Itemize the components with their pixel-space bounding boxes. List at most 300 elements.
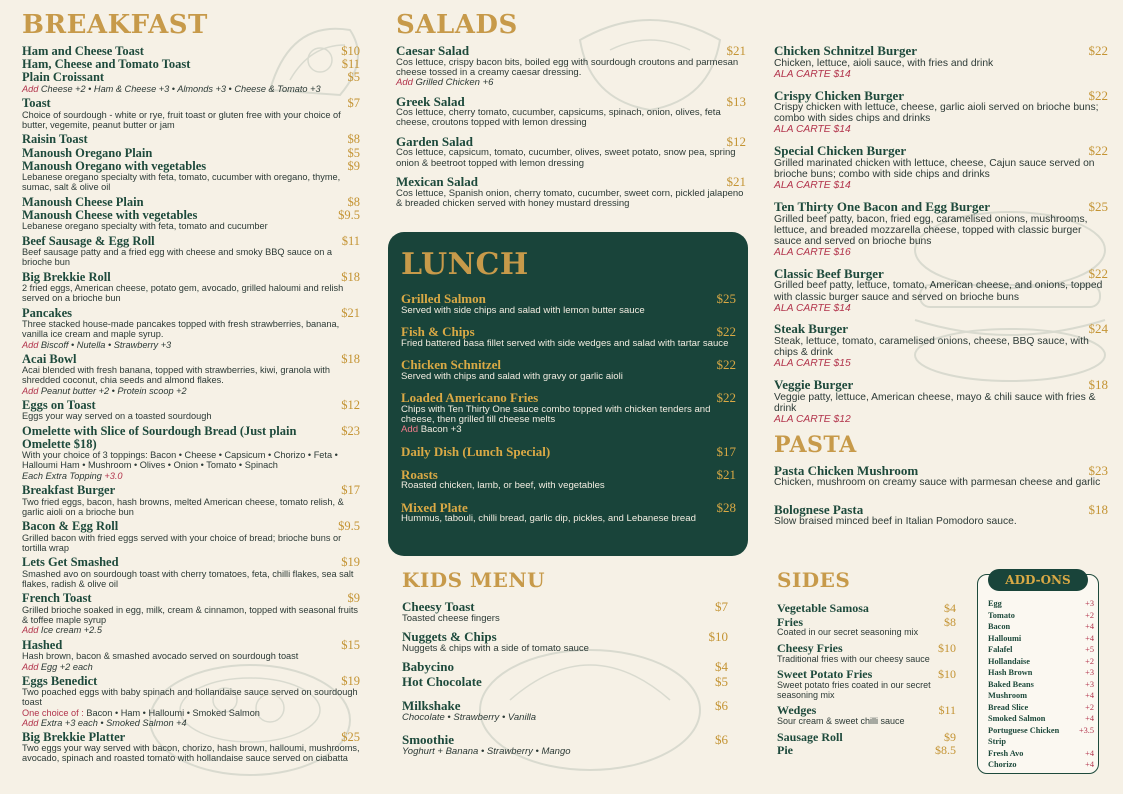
menu-item [774,89,1108,137]
item-name: Bolognese Pasta [774,501,864,517]
addon-price: +3 [1085,668,1094,677]
menu-item [22,592,360,635]
addon-item [988,679,1094,691]
menu-item [396,135,746,169]
item-description: Hummus, tabouli, chilli bread, garlic dip, pickles, and Lebanese bread [401,513,696,525]
item-name: Manoush Oregano with vegetables [22,158,207,173]
item-description: Acai blended with fresh banana, topped with strawberries, kiwi, granola with shredded coconut, chia seeds and almond flakes. [22,365,330,386]
extra-text: Each Extra Topping [22,471,105,482]
item-price: $7 [347,96,360,111]
item-description: Grilled beef patty, bacon, fried egg, caramelised onions, mushrooms, lettuce, and breaded mozzarella cheese, topped with classic burger sauce and served on brioche buns [774,213,1088,247]
item-price: $5 [347,145,360,160]
item-price: $19 [341,555,360,570]
addon-item [988,759,1094,771]
pasta-heading: PASTA [774,431,857,458]
item-description: Veggie patty, lettuce, American cheese, mayo & chili sauce with fries & drink [774,391,1096,414]
add-label: Add [22,339,39,350]
addon-item [988,713,1094,725]
menu-item [777,731,956,744]
add-text: Peanut butter +2 • Protein scoop +2 [38,386,187,397]
item-description: Served with side chips and salad with lemon butter sauce [401,304,645,316]
add-text: Ice cream +2.5 [38,625,102,636]
add-label: Add [22,84,39,95]
item-name: Manoush Cheese with vegetables [22,207,198,222]
item-price: $18 [1088,377,1108,393]
item-description: Coated in our secret seasoning mix [777,627,919,638]
item-description: Chicken, mushroom on creamy sauce with parmesan cheese and garlic [774,477,1101,489]
item-price: $5 [347,70,360,85]
addon-name: Fresh Avo [988,748,1024,758]
sides-section [777,570,956,761]
menu-item [777,642,956,664]
item-price: $7 [715,599,728,614]
menu-item [774,378,1108,426]
addons-list [988,598,1094,771]
menu-item [22,307,360,350]
menu-item [402,600,728,624]
item-description: Chicken, lettuce, aioli sauce, with fries and drink [774,57,994,69]
item-price: $4 [944,601,956,615]
addon-price: +4 [1085,714,1094,723]
addon-item [988,610,1094,622]
addon-item [988,656,1094,668]
item-name: Special Chicken Burger [774,143,907,159]
ala-carte-price: ALA CARTE $14 [774,68,851,80]
item-price: $25 [716,291,736,306]
item-description: Choice of sourdough - white or rye, fruit toast or gluten free with your choice of butter, vegemite, peanut butter or jam [22,109,341,130]
item-name: Garden Salad [396,133,473,149]
addon-item [988,644,1094,656]
item-description: Eggs your way served on a toasted sourdough [22,411,212,422]
item-name: Hot Chocolate [402,674,482,690]
item-description: Chips with Ten Thirty One sauce combo topped with chicken tenders and cheese, then grilled till cheese melts [401,403,711,425]
menu-item [401,445,736,459]
item-price: $18 [341,352,360,367]
item-name: Big Brekkie Platter [22,729,126,744]
item-price: $13 [726,93,746,109]
menu-item [22,675,360,728]
ala-carte-price: ALA CARTE $15 [774,358,851,370]
addon-item [988,621,1094,633]
menu-item [401,501,736,525]
menu-item [777,744,956,757]
item-description: Lebanese oregano specialty with feta, tomato and cucumber [22,220,268,231]
addon-name: Baked Beans [988,679,1034,689]
menu-item [396,44,746,89]
item-price: $8 [347,132,360,147]
item-price: $9 [944,729,956,744]
menu-item [401,358,736,382]
item-description: Crispy chicken with lettuce, cheese, garlic aioli served on brioche buns; combo with sides chips and drinks [774,102,1099,125]
item-name: Sausage Roll [777,729,843,744]
menu-item [22,209,360,232]
item-price: $21 [341,305,360,320]
item-price: $8 [347,194,360,209]
item-description: Sour cream & sweet chilli sauce [777,715,905,726]
item-price: $22 [716,390,736,405]
addon-price: +2 [1085,702,1094,712]
addon-item [988,598,1094,610]
item-name: Crispy Chicken Burger [774,87,904,103]
menu-item [22,71,360,94]
menu-item [777,668,956,700]
item-name: Manoush Oregano Plain [22,145,153,160]
addon-price: +5 [1085,645,1094,654]
menu-item [402,675,728,689]
item-name: Chicken Schnitzel Burger [774,43,917,58]
menu-item [22,556,360,589]
addon-price: +2 [1085,610,1094,620]
item-description: Cos lettuce, capsicum, tomato, cucumber, olives, sweet potato, snow pea, spring onion & beetroot topped with lemon dressing [396,147,736,169]
add-label: Add [22,717,39,728]
menu-item [22,731,360,764]
addon-name: Mushroom [988,691,1028,700]
item-name: Fries [777,614,803,629]
addon-name: Chorizo [988,760,1017,769]
menu-item [401,292,736,316]
addon-price: +4 [1085,691,1094,700]
salads-heading: SALADS [396,10,518,40]
item-price: $9.5 [338,519,360,534]
menu-item [22,147,360,160]
item-description: With your choice of 3 toppings: Bacon • Cheese • Capsicum • Chorizo • Feta • Halloumi Ham • Mushroom • Olives • Onion • Tomato • Spinach [22,450,338,471]
item-price: $9 [347,158,360,173]
menu-item [22,425,360,481]
item-description: Fried battered basa fillet served with side wedges and salad with tartar sauce [401,337,729,349]
item-price: $9 [347,591,360,606]
ala-carte-price: ALA CARTE $14 [774,180,851,192]
addon-name: Halloumi [988,633,1022,643]
add-label: Add [22,386,39,397]
item-price: $21 [716,466,736,482]
add-label: Add [396,77,413,89]
item-description: Served with chips and salad with gravy or garlic aioli [401,370,623,382]
item-name: Loaded Americano Fries [401,390,539,405]
item-addon [22,84,360,94]
item-name: Vegetable Samosa [777,601,869,615]
breakfast-section [22,0,360,767]
menu-item [402,733,728,757]
item-price: $21 [726,173,746,189]
item-price: $22 [716,324,736,339]
item-name: Babycino [402,658,455,674]
item-description: 2 fried eggs, American cheese, potato gem, avocado, grilled haloumi and relish served on a brioche bun [22,283,344,303]
item-price: $15 [341,637,360,652]
menu-item [22,271,360,304]
extra-price: +3.0 [104,471,123,482]
add-label: Add [22,625,39,636]
item-price: $10 [938,640,956,655]
item-description: Cos lettuce, Spanish onion, cherry tomato, cucumber, sweet corn, pickled jalapeno & breaded chicken served with honey mustard dressing [396,187,744,209]
menu-item [22,399,360,422]
item-price: $10 [341,44,360,58]
item-description: Nuggets & chips with a side of tomato sauce [402,642,589,654]
item-name: Mixed Plate [401,499,468,515]
item-name: Mexican Salad [396,173,478,189]
addon-name: Tomato [988,610,1015,620]
item-price: $22 [1088,265,1108,281]
item-description: Cos lettuce, crispy bacon bits, boiled egg with sourdough croutons and parmesan cheese tossed in a creamy caesar dressing. [396,56,739,78]
menu-item [22,520,360,553]
menu-item [774,44,1108,81]
menu-item [774,267,1108,315]
sides-heading: SIDES [777,568,851,592]
addon-name: Hollandaise [988,656,1030,666]
salads-section [396,0,746,215]
item-name: Bacon & Egg Roll [22,519,119,534]
addon-item [988,690,1094,702]
burgers-pasta-section [774,44,1108,535]
addon-price: +2 [1085,656,1094,666]
menu-item [774,144,1108,192]
addon-price: +4 [1085,633,1094,643]
addon-price: +4 [1085,622,1094,631]
add-text: Bacon +3 [418,424,462,436]
addon-price: +3 [1085,679,1094,689]
item-price: $18 [1088,501,1108,517]
item-description: Lebanese oregano specialty with feta, tomato, cucumber with oregano, thyme, sumac, salt & olive oil [22,171,341,192]
item-name: Pancakes [22,305,72,320]
menu-item [401,391,736,436]
menu-item [401,325,736,349]
item-price: $17 [341,483,360,498]
menu-item [774,503,1108,528]
menu-item [777,616,956,638]
addon-name: Smoked Salmon [988,714,1046,723]
item-price: $18 [341,269,360,284]
item-name: Wedges [777,703,817,718]
item-price: $9.5 [338,207,360,222]
lunch-section [388,232,748,556]
menu-item [22,133,360,146]
item-price: $6 [715,698,728,714]
item-extra [22,471,360,481]
menu-item [401,468,736,492]
addon-price: +3 [1085,599,1094,608]
item-description: Grilled brioche soaked in egg, milk, cream & cinnamon, topped with seasonal fruits & toffee maple syrup [22,604,359,625]
addons-section [977,574,1099,774]
item-name: Grilled Salmon [401,291,486,306]
add-text: Egg +2 each [38,661,93,672]
item-name: Eggs Benedict [22,673,98,688]
item-addon [22,662,360,672]
item-description: Yoghurt + Banana • Strawberry • Mango [402,745,571,757]
menu-item [396,175,746,209]
item-name: Ten Thirty One Bacon and Egg Burger [774,198,990,214]
item-name: Raisin Toast [22,132,88,147]
item-name: Nuggets & Chips [402,628,497,644]
menu-item [22,639,360,672]
item-price: $17 [716,443,736,459]
item-name: Smoothie [402,731,454,747]
breakfast-heading: BREAKFAST [22,10,208,40]
item-name: Toast [22,96,51,111]
item-price: $23 [341,424,360,439]
item-description: Cos lettuce, cherry tomato, cucumber, capsicums, spinach, onion, olives, feta cheese, croutons topped with lemon dressing [396,107,721,129]
addon-name: Hash Brown [988,668,1033,677]
menu-item [777,704,956,726]
item-addon [401,425,736,436]
item-price: $25 [1088,198,1108,214]
add-text: Cheese +2 • Ham & Cheese +3 • Almonds +3 • Cheese & Tomato +3 [38,84,321,95]
menu-item [22,235,360,268]
item-price: $23 [1088,462,1108,478]
item-addon [22,386,360,396]
item-name: Eggs on Toast [22,398,96,413]
add-text: Biscoff • Nutella • Strawberry +3 [38,339,172,350]
item-description: Smashed avo on sourdough toast with cherry tomatoes, feta, chilli flakes, sea salt flakes, radish & olive oil [22,568,354,589]
addon-item [988,667,1094,679]
menu-item [402,660,728,674]
item-price: $21 [726,43,746,58]
item-name: Caesar Salad [396,43,470,58]
item-name: Pasta Chicken Mushroom [774,462,919,478]
item-description: Slow braised minced beef in Italian Pomodoro sauce. [774,516,1017,528]
item-description: Roasted chicken, lamb, or beef, with vegetables [401,480,605,492]
item-description: Sweet potato fries coated in our secret seasoning mix [777,679,931,700]
menu-item [777,602,956,615]
lunch-heading: LUNCH [401,247,529,282]
item-price: $24 [1088,321,1108,337]
item-price: $28 [716,499,736,515]
item-name: Lets Get Smashed [22,555,119,570]
add-label: Add [22,661,39,672]
menu-item [774,200,1108,259]
addon-item [988,725,1094,748]
addon-name: Portuguese Chicken Strip [988,725,1060,746]
item-price: $22 [716,357,736,372]
item-price: $11 [341,233,360,248]
item-price: $4 [715,658,728,674]
item-price: $22 [1088,143,1108,159]
menu-item [22,353,360,396]
menu-item [22,97,360,130]
add-label: Add [401,424,419,436]
addon-name: Bread Slice [988,702,1029,712]
addon-item [988,748,1094,760]
addons-heading: ADD-ONS [988,569,1088,591]
ala-carte-price: ALA CARTE $14 [774,124,851,136]
add-text: Grilled Chicken +6 [412,77,494,89]
item-description: Grilled marinated chicken with lettuce, cheese, Cajun sauce served on brioche buns; combo with side chips and drinks [774,157,1095,181]
item-name: Classic Beef Burger [774,265,884,281]
item-addon [22,340,360,350]
item-description: Two poached eggs with baby spinach and hollandaise sauce served on sourdough toast [22,686,358,707]
menu-item [402,630,728,654]
menu-item [402,699,728,723]
item-name: Big Brekkie Roll [22,269,111,284]
item-price: $10 [938,667,956,682]
item-name: Hashed [22,637,63,652]
item-price: $5 [715,674,728,690]
item-name: Ham and Cheese Toast [22,44,144,58]
item-name: Veggie Burger [774,377,854,393]
item-name: Daily Dish (Lunch Special) [401,443,551,459]
addon-price: +4 [1085,760,1094,769]
addon-name: Bacon [988,622,1011,631]
addon-price: +3.5 [1078,725,1094,735]
item-description: Two fried eggs, bacon, hash browns, melted American cheese, tomato relish, & garlic aioli on a brioche bun [22,496,344,517]
item-price: $22 [1088,87,1108,103]
item-price: $8 [944,614,956,629]
menu-item [774,464,1108,489]
item-name: Sweet Potato Fries [777,667,873,682]
item-description: Steak, lettuce, tomato, caramelised onions, cheese, BBQ sauce, with chips & drink [774,336,1089,359]
addon-item [988,633,1094,645]
addon-price: +4 [1085,748,1094,758]
menu-item [22,160,360,193]
item-name: Breakfast Burger [22,483,116,498]
menu-item [22,196,360,209]
item-description: Traditional fries with our cheesy sauce [777,653,930,664]
item-description: Toasted cheese fingers [402,612,500,624]
item-description: Grilled beef patty, lettuce, tomato, American cheese, and onions, topped with classic burger sauce and served on brioche buns [774,280,1103,303]
ala-carte-price: ALA CARTE $14 [774,302,851,314]
menu-item [22,484,360,517]
item-name: Pie [777,743,793,758]
item-description: Three stacked house-made pancakes topped with fresh strawberries, banana, vanilla ice cream and maple syrup. [22,319,340,339]
ala-carte-price: ALA CARTE $12 [774,413,851,425]
item-price: $11 [938,703,956,718]
item-name: Plain Croissant [22,70,105,85]
item-name: Cheesy Fries [777,640,843,655]
addon-item [988,702,1094,714]
item-name: Cheesy Toast [402,599,475,614]
menu-item [774,322,1108,370]
addon-name: Egg [988,599,1002,608]
item-price: $6 [715,731,728,747]
add-text: Extra +3 each • Smoked Salmon +4 [38,717,187,728]
item-choice [22,708,360,718]
item-price: $25 [341,729,360,744]
item-name: Acai Bowl [22,352,77,367]
item-name: Beef Sausage & Egg Roll [22,233,155,248]
item-name: Manoush Cheese Plain [22,194,144,209]
menu-item [396,95,746,129]
item-price: $10 [708,628,728,644]
item-description: Beef sausage patty and a fried egg with cheese and smoky BBQ sauce on a brioche bun [22,247,333,267]
item-addon [22,718,360,728]
kids-menu-section [402,570,728,763]
item-name: Fish & Chips [401,324,475,339]
item-name: Milkshake [402,698,461,714]
item-description: Chocolate • Strawberry • Vanilla [402,711,537,723]
item-name: Ham, Cheese and Tomato Toast [22,57,191,72]
item-name: Steak Burger [774,321,849,337]
item-price: $11 [341,57,360,72]
item-name: Roasts [401,466,438,482]
item-addon [22,625,360,635]
item-name: Chicken Schnitzel [401,357,502,372]
item-price: $22 [1088,43,1108,58]
item-addon [396,78,746,88]
item-price: $12 [726,133,746,149]
item-name: Greek Salad [396,93,465,109]
ala-carte-price: ALA CARTE $16 [774,246,851,258]
choice-text: Bacon • Ham • Halloumi • Smoked Salmon [83,707,260,718]
choice-label: One choice of : [22,707,84,718]
item-price: $8.5 [935,743,956,758]
item-description: Grilled bacon with fried eggs served with your choice of bread; brioche buns or tortilla wrap [22,532,342,553]
item-price: $19 [341,673,360,688]
item-price: $12 [341,398,360,413]
addon-name: Falafel [988,645,1013,654]
item-name: French Toast [22,591,92,606]
item-name: Omelette with Slice of Sourdough Bread (Just plain Omelette $18) [22,424,297,452]
item-description: Hash brown, bacon & smashed avocado served on sourdough toast [22,650,299,661]
kids-menu-heading: KIDS MENU [402,568,546,592]
item-description: Two eggs your way served with bacon, chorizo, hash brown, halloumi, mushrooms, avocado, spinach and roasted tomato with hollandaise sauce served on ciabatta [22,743,360,763]
